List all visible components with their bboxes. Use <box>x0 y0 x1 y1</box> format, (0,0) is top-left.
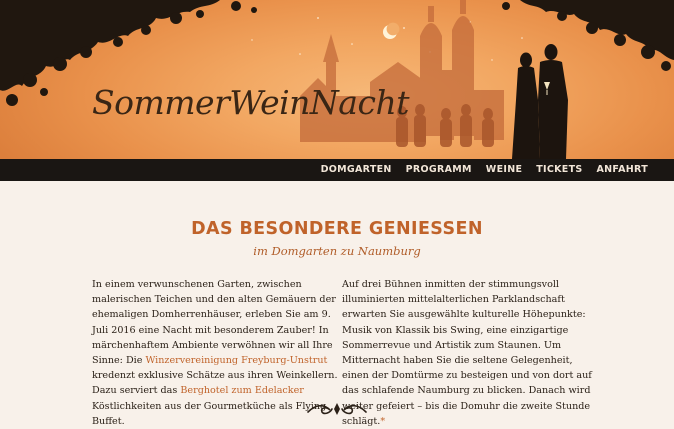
intro-paragraph-right <box>342 277 592 429</box>
page-subheadline: im Domgarten zu Naumburg <box>253 244 421 258</box>
nav-item-domgarten[interactable]: DOMGARTEN <box>320 164 392 175</box>
berghotel-link[interactable]: Berghotel zum Edelacker <box>180 385 304 397</box>
couple-silhouette <box>512 44 568 159</box>
nav-item-anfahrt[interactable]: ANFAHRT <box>596 164 648 175</box>
main-content <box>0 181 674 427</box>
intro-paragraph-left <box>92 277 342 429</box>
winzervereinigung-link[interactable]: Winzervereinigung Freyburg-Unstrut <box>145 355 328 367</box>
stars <box>251 17 523 61</box>
night-scene-illustration <box>0 0 674 159</box>
hero-banner <box>0 0 674 159</box>
nav-item-programm[interactable]: PROGRAMM <box>405 164 472 175</box>
nav-item-tickets[interactable]: TICKETS <box>536 164 583 175</box>
program-text: Auf drei Bühnen inmitten der stimmungsvoll illuminierten mittelalterlichen Parklandschaft erwarten Sie ausgewählte kulturelle Höhepunkte: Musik von Klassik bis Swing, eine einzigartige Sommerrevue und Artistik zum Staunen. Um Mitternacht haben Sie die seltene Gelegenheit, einen der Domtürme zu besteigen und von dort auf das schlafende Naumburg zu blicken. Danach wird weiter gefeiert – bis die Domuhr die zweite Stunde schlägt. <box>342 279 592 427</box>
intro-text-2: kredenzt exklusive Schätze aus ihren Weinkellern. Dazu serviert das <box>92 370 338 397</box>
page-headline: DAS BESONDERE GENIESSEN <box>191 219 483 239</box>
intro-text-3: Köstlichkeiten aus der Gourmetküche als Flying Buffet. <box>92 400 327 427</box>
footnote-marker[interactable]: * <box>380 415 386 427</box>
intro-text-1: In einem verwunschenen Garten, zwischen malerischen Teichen und den alten Gemäuern der ehemaligen Domherrenhäuser, erleben Sie am 9. Juli 2016 eine Nacht mit besonderem Zauber! In märchenhaftem Ambiente verwöhnen wir all Ihre Sinne: Die <box>92 279 336 367</box>
main-navigation <box>0 159 674 181</box>
nav-item-weine[interactable]: WEINE <box>485 164 523 175</box>
moon-icon <box>383 23 399 39</box>
sommerweinnacht-logo[interactable]: SommerWeinNacht <box>92 83 409 122</box>
divider-ornament-icon <box>306 400 368 418</box>
